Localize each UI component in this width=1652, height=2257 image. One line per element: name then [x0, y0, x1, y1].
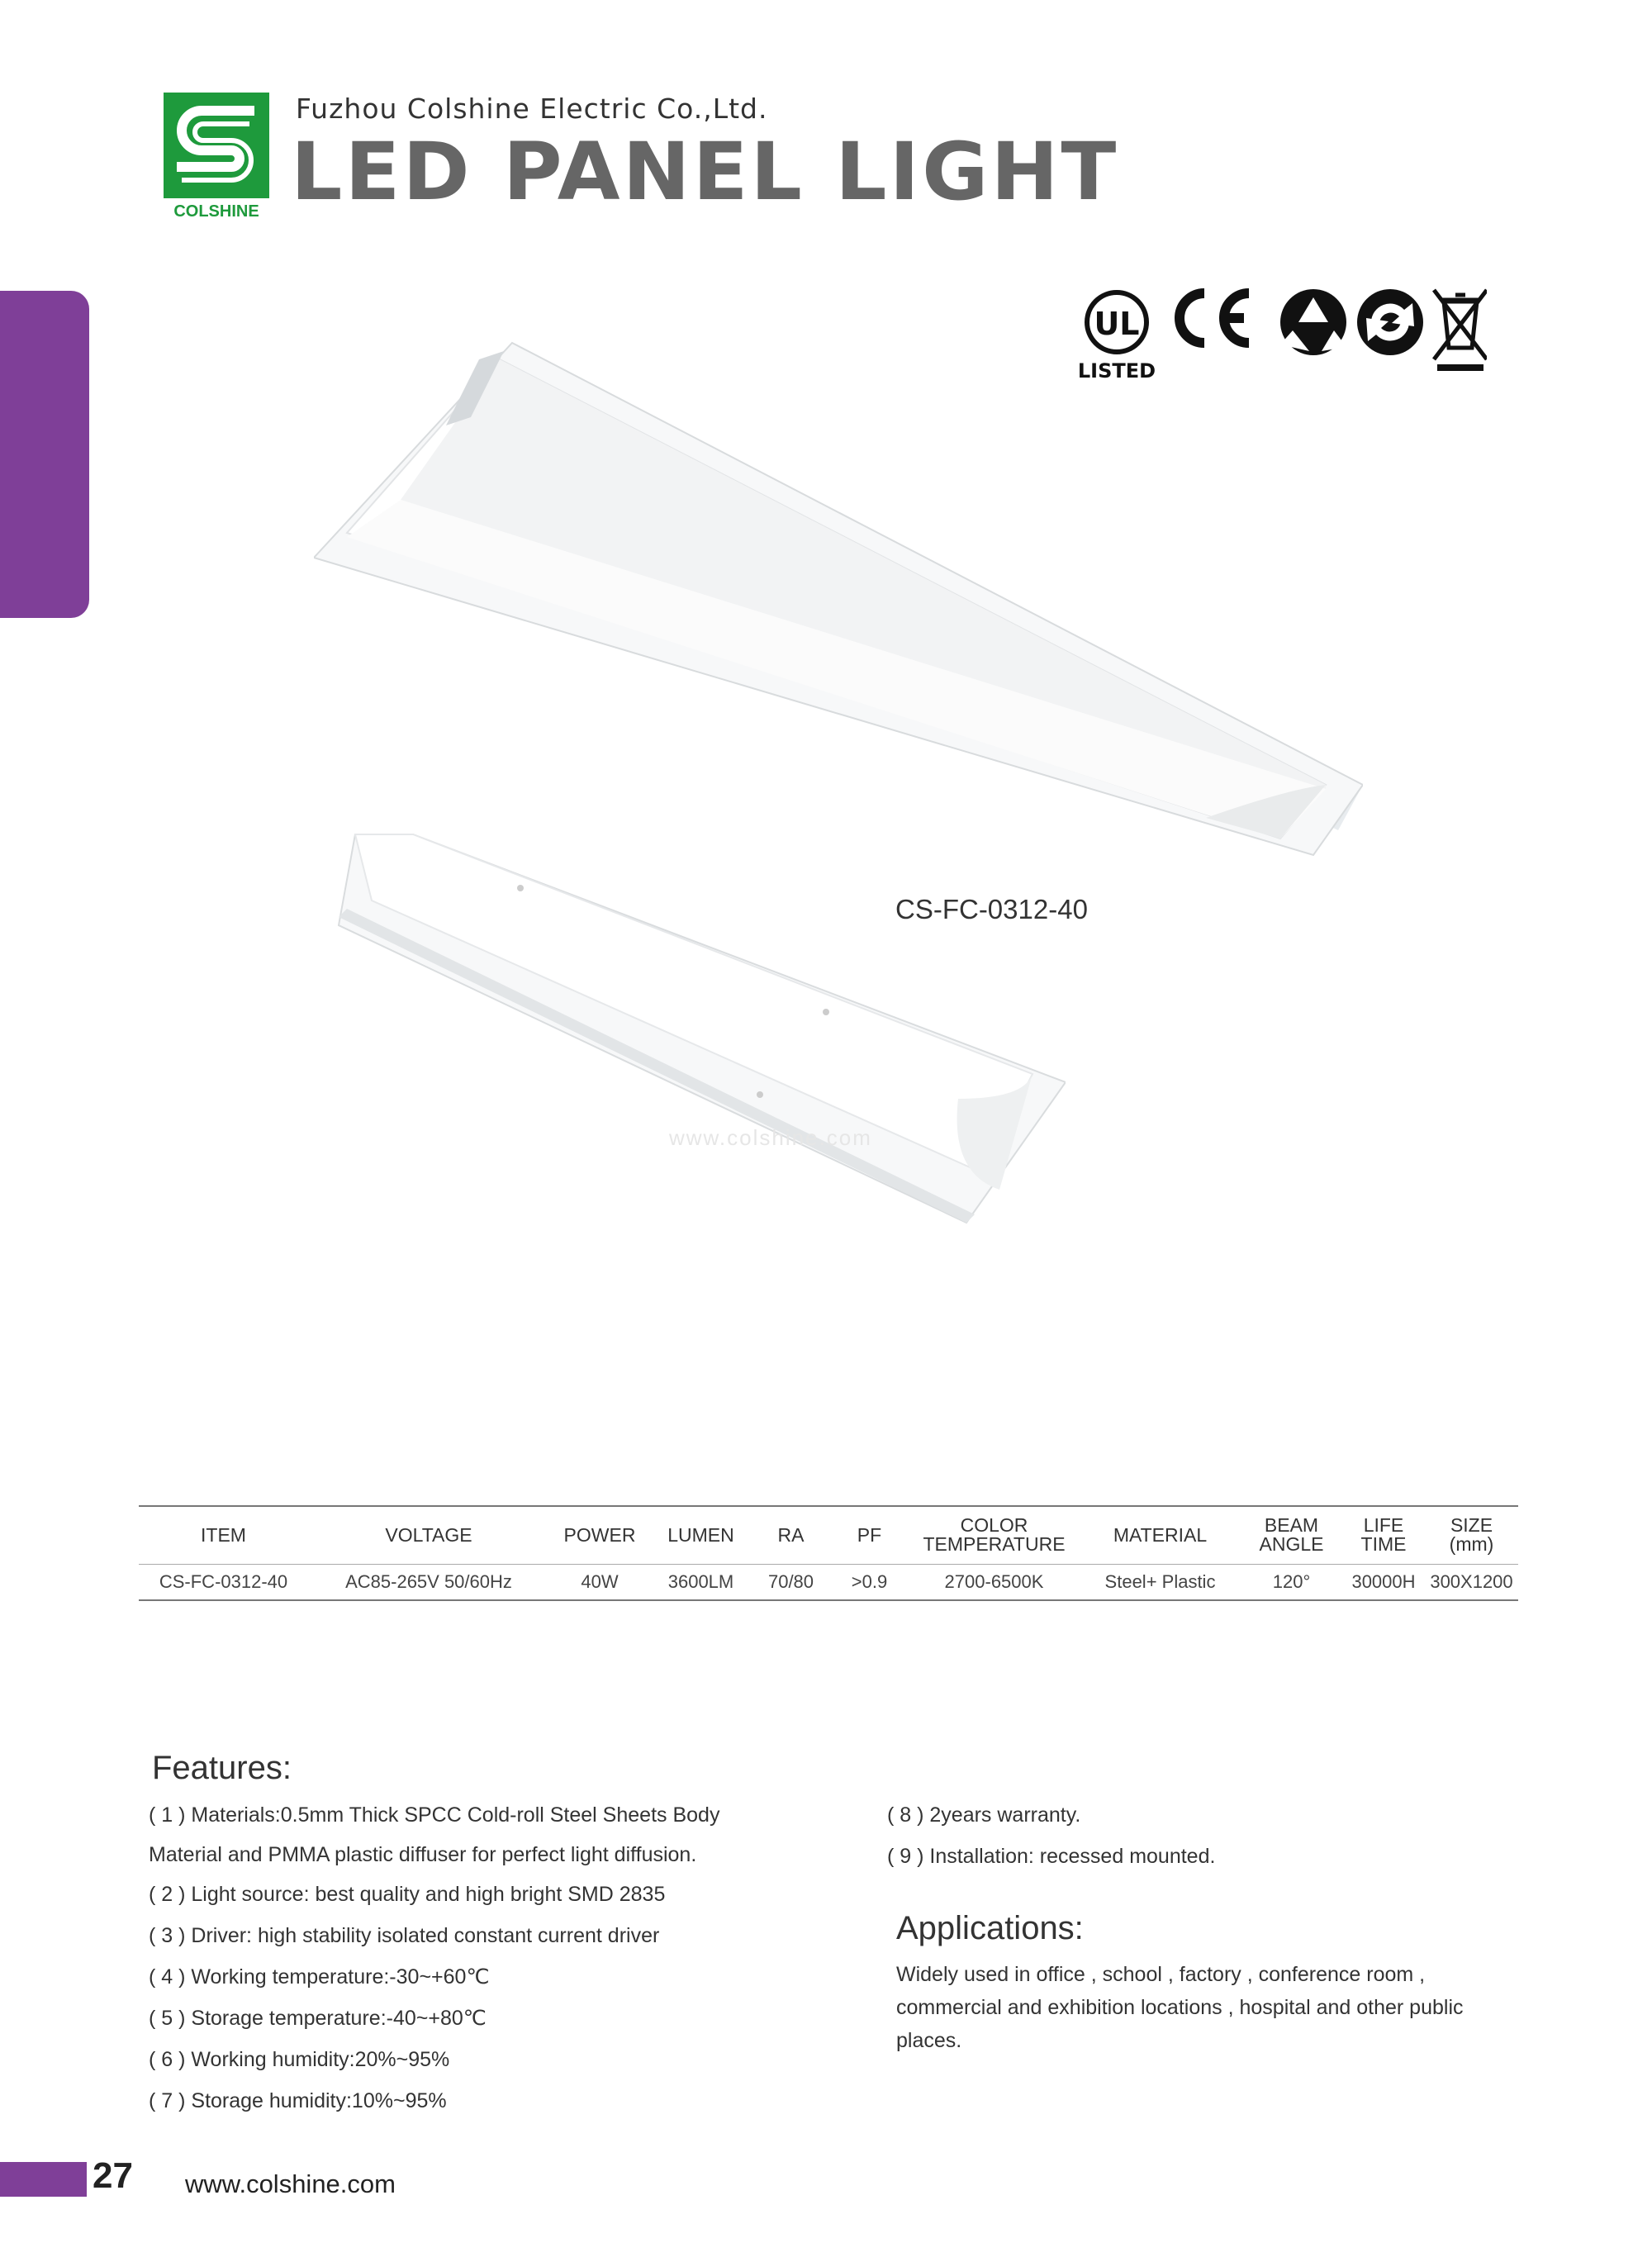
header-ra: RA: [752, 1506, 830, 1564]
header-size: SIZE (mm): [1425, 1506, 1518, 1564]
footer-bar: [0, 2162, 87, 2197]
page-number: 27: [93, 2155, 133, 2196]
feature-item: ( 6 ) Working humidity:20%~95%: [149, 2048, 450, 2071]
cell-life-time: 30000H: [1342, 1564, 1425, 1600]
header-voltage: VOLTAGE: [308, 1506, 549, 1564]
product-image-back: [322, 826, 1066, 1256]
model-label: CS-FC-0312-40: [895, 894, 1088, 924]
weee-bin-icon: [1434, 290, 1487, 371]
features-title: Features:: [152, 1750, 292, 1786]
cell-lumen: 3600LM: [650, 1564, 752, 1600]
features-list-right: [887, 1794, 1215, 1877]
cell-power: 40W: [549, 1564, 650, 1600]
feature-item: ( 2 ) Light source: best quality and high bright SMD 2835: [149, 1883, 666, 1906]
side-tab: [0, 291, 89, 618]
spec-table: [139, 1505, 1518, 1601]
header-pf: PF: [830, 1506, 909, 1564]
table-row: [139, 1564, 1518, 1600]
company-name: Fuzhou Colshine Electric Co.,Ltd.: [296, 93, 768, 125]
listed-label: LISTED: [1077, 359, 1156, 383]
cell-ra: 70/80: [752, 1564, 830, 1600]
feature-item: ( 5 ) Storage temperature:-40~+80℃: [149, 2007, 487, 2030]
feature-item: Material and PMMA plastic diffuser for perfect light diffusion.: [149, 1843, 697, 1866]
applications-title: Applications:: [896, 1910, 1084, 1946]
feature-item: ( 3 ) Driver: high stability isolated constant current driver: [149, 1924, 660, 1947]
product-image-panel: [314, 326, 1363, 905]
green-dot-icon: [1357, 289, 1423, 355]
feature-item: ( 7 ) Storage humidity:10%~95%: [149, 2089, 447, 2112]
header-color-temperature: COLOR TEMPERATURE: [909, 1506, 1080, 1564]
feature-item: ( 9 ) Installation: recessed mounted.: [887, 1845, 1216, 1868]
header-lumen: LUMEN: [650, 1506, 752, 1564]
cell-beam-angle: 120°: [1241, 1564, 1342, 1600]
feature-item: ( 4 ) Working temperature:-30~+60℃: [149, 1965, 490, 1989]
page-title: LED PANEL LIGHT: [291, 126, 1119, 218]
applications-text: Widely used in office , school , factory , conference room , commercial and exhibition locations , hospital and other public places.: [896, 1963, 1464, 2052]
colshine-logo: [164, 93, 269, 220]
header-item: ITEM: [139, 1506, 308, 1564]
features-list-left: [149, 1794, 859, 2122]
cell-size: 300X1200: [1425, 1564, 1518, 1600]
logo-text: COLSHINE: [173, 202, 259, 220]
svg-text:UL: UL: [1094, 306, 1140, 342]
header-life-time: LIFE TIME: [1342, 1506, 1425, 1564]
feature-item: ( 8 ) 2years warranty.: [887, 1803, 1081, 1827]
cell-color-temperature: 2700-6500K: [909, 1564, 1080, 1600]
footer-url: www.colshine.com: [185, 2169, 396, 2198]
cell-voltage: AC85-265V 50/60Hz: [308, 1564, 549, 1600]
cell-pf: >0.9: [830, 1564, 909, 1600]
table-header-row: [139, 1506, 1518, 1564]
header-power: POWER: [549, 1506, 650, 1564]
header-beam-angle: BEAM ANGLE: [1241, 1506, 1342, 1564]
feature-item: ( 1 ) Materials:0.5mm Thick SPCC Cold-roll Steel Sheets Body: [149, 1803, 720, 1827]
header-material: MATERIAL: [1080, 1506, 1241, 1564]
watermark: www.colshine.com: [669, 1125, 872, 1150]
cell-material: Steel+ Plastic: [1080, 1564, 1241, 1600]
cell-item: CS-FC-0312-40: [139, 1564, 308, 1600]
